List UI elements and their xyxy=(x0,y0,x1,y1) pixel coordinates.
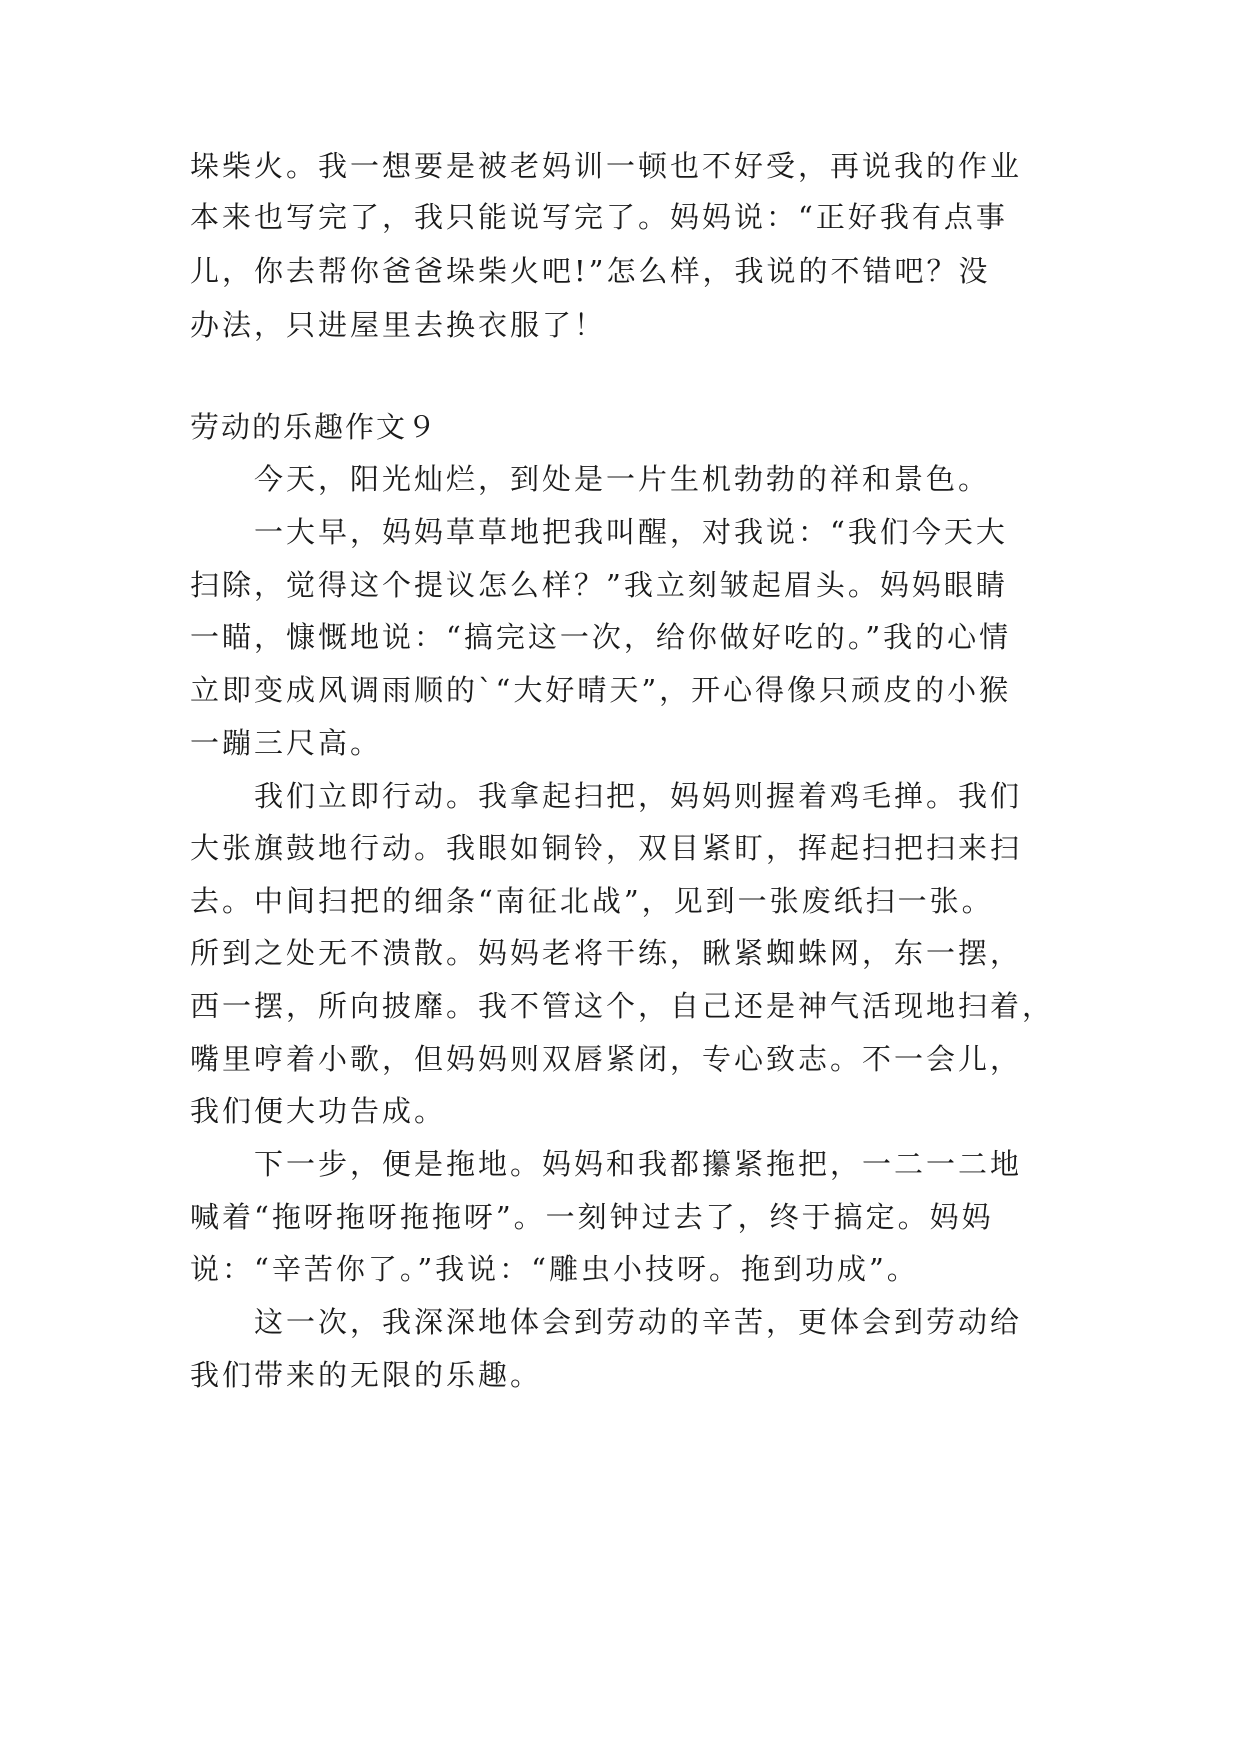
paragraph-line: 一蹦三尺高。 xyxy=(190,726,383,760)
paragraph-line: 扫除，觉得这个提议怎么样？”我立刻皱起眉头。妈妈眼睛 xyxy=(190,568,1008,602)
paragraph-line: 所到之处无不溃散。妈妈老将干练，瞅紧蜘蛛网，东一摆， xyxy=(190,936,1023,970)
paragraph-line: 我们便大功告成。 xyxy=(190,1094,447,1128)
paragraph-line: 儿，你去帮你爸爸垛柴火吧!”怎么样，我说的不错吧？没 xyxy=(190,254,991,288)
paragraph-line: 垛柴火。我一想要是被老妈训一顿也不好受，再说我的作业 xyxy=(190,149,1023,183)
paragraph-line: 这一次，我深深地体会到劳动的辛苦，更体会到劳动给 xyxy=(254,1305,1023,1339)
paragraph-line: 说：“辛苦你了。”我说：“雕虫小技呀。拖到功成”。 xyxy=(190,1252,919,1286)
paragraph-line: 我们带来的无限的乐趣。 xyxy=(190,1358,543,1392)
section-title: 劳动的乐趣作文９ xyxy=(190,410,439,444)
paragraph-line: 喊着“拖呀拖呀拖拖呀”。一刻钟过去了，终于搞定。妈妈 xyxy=(190,1200,994,1234)
paragraph-line: 一大早，妈妈草草地把我叫醒，对我说：“我们今天大 xyxy=(254,515,1008,549)
paragraph-line: 今天，阳光灿烂，到处是一片生机勃勃的祥和景色。 xyxy=(254,462,991,496)
paragraph-line: 本来也写完了，我只能说写完了。妈妈说：“正好我有点事 xyxy=(190,200,1008,234)
paragraph-line: 去。中间扫把的细条“南征北战”，见到一张废纸扫一张。 xyxy=(190,884,994,918)
paragraph-line: 嘴里哼着小歌，但妈妈则双唇紧闭，专心致志。不一会儿， xyxy=(190,1042,1023,1076)
paragraph-line: 立即变成风调雨顺的`“大好晴天”，开心得像只顽皮的小猴 xyxy=(190,673,1012,707)
paragraph-line: 下一步，便是拖地。妈妈和我都攥紧拖把，一二一二地 xyxy=(254,1147,1023,1181)
paragraph-line: 我们立即行动。我拿起扫把，妈妈则握着鸡毛掸。我们 xyxy=(254,779,1023,813)
paragraph-line: 西一摆，所向披靡。我不管这个，自己还是神气活现地扫着， xyxy=(190,989,1055,1023)
paragraph-line: 办法，只进屋里去换衣服了！ xyxy=(190,308,607,342)
paragraph-line: 大张旗鼓地行动。我眼如铜铃，双目紧盯，挥起扫把扫来扫 xyxy=(190,831,1023,865)
paragraph-line: 一瞄，慷慨地说：“搞完这一次，给你做好吃的。”我的心情 xyxy=(190,620,1012,654)
